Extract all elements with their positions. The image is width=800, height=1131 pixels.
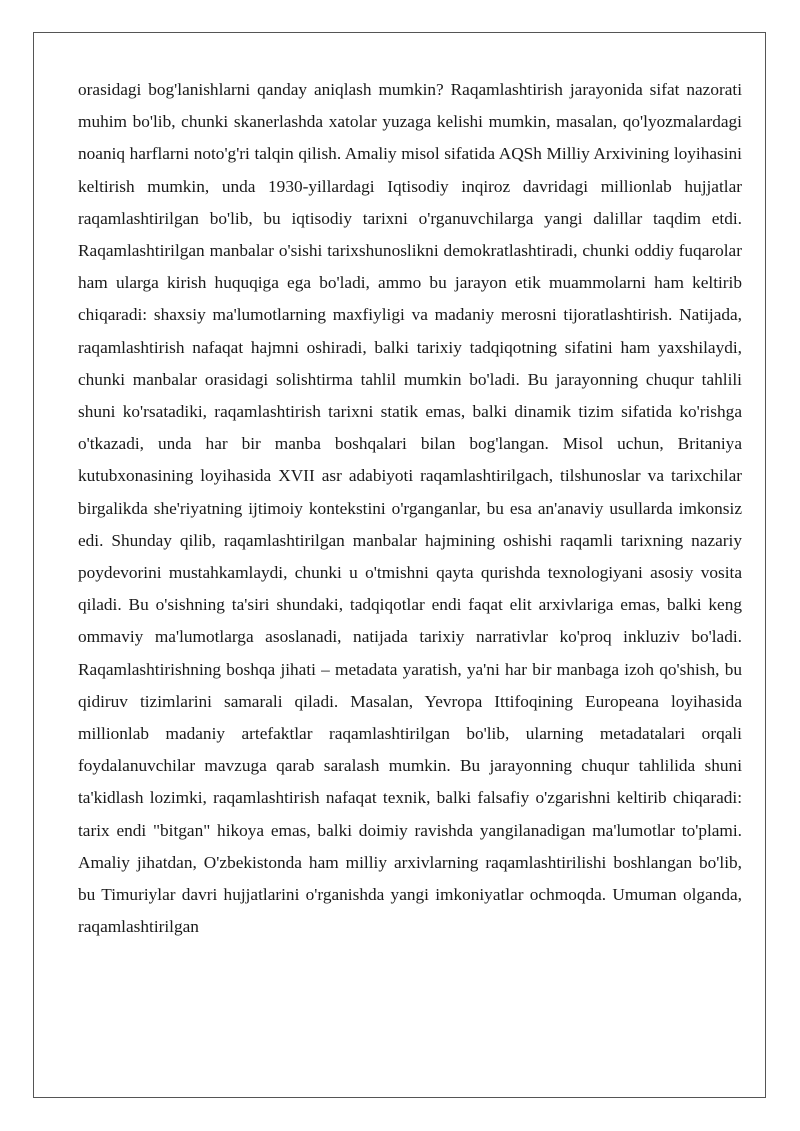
body-paragraph: orasidagi bog'lanishlarni qanday aniqlash mumkin? Raqamlashtirish jarayonida sifat nazorati muhim bo'lib, chunki skanerlashda xatolar yuzaga kelishi mumkin, masalan, qo'lyozmalardagi noaniq harflarni noto'g'ri talqin qilish. Amaliy misol sifatida AQSh Milliy Arxivining loyihasini keltirish mumkin, unda 1930-yillardagi Iqtisodiy inqiroz davridagi millionlab hujjatlar raqamlashtirilgan bo'lib, bu iqtisodiy tarixni o'rganuvchilarga yangi dalillar taqdim etdi. Raqamlashtirilgan manbalar o'sishi tarixshunoslikni demokratlashtiradi, chunki oddiy fuqarolar ham ularga kirish huquqiga ega bo'ladi, ammo bu jarayon etik muammolarni ham keltirib chiqaradi: shaxsiy ma'lumotlarning maxfiyligi va madaniy merosni tijoratlashtirish. Natijada, raqamlashtirish nafaqat hajmni oshiradi, balki tarixiy tadqiqotning sifatini ham yaxshilaydi, chunki manbalar orasidagi solishtirma tahlil mumkin bo'ladi. Bu jarayonning chuqur tahlili shuni ko'rsatadiki, raqamlashtirish tarixni statik emas, balki dinamik tizim sifatida ko'rishga o'tkazadi, unda har bir manba boshqalari bilan bog'langan. Misol uchun, Britaniya kutubxonasining loyihasida XVII asr adabiyoti raqamlashtirilgach, tilshunoslar va tarixchilar birgalikda she'riyatning ijtimoiy kontekstini o'rganganlar, bu esa an'anaviy usullarda imkonsiz edi. Shunday qilib, raqamlashtirilgan manbalar hajmining oshishi raqamli tarixning nazariy poydevorini mustahkamlaydi, chunki u o'tmishni qayta qurishda texnologiyani asosiy vosita qiladi. Bu o'sishning ta'siri shundaki, tadqiqotlar endi faqat elit arxivlariga emas, balki keng ommaviy ma'lumotlarga asoslanadi, natijada tarixiy narrativlar ko'proq inkluziv bo'ladi. Raqamlashtirishning boshqa jihati – metadata yaratish, ya'ni har bir manbaga izoh qo'shish, bu qidiruv tizimlarini samarali qiladi. Masalan, Yevropa Ittifoqining Europeana loyihasida millionlab madaniy artefaktlar raqamlashtirilgan bo'lib, ularning metadatalari orqali foydalanuvchilar mavzuga qarab saralash mumkin. Bu jarayonning chuqur tahlilida shuni ta'kidlash lozimki, raqamlashtirish nafaqat texnik, balki falsafiy o'zgarishni keltirib chiqaradi: tarix endi "bitgan" hikoya emas, balki doimiy ravishda yangilanadigan ma'lumotlar to'plami. Amaliy jihatdan, O'zbekistonda ham milliy arxivlarning raqamlashtirilishi boshlangan bo'lib, bu Timuriylar davri hujjatlarini o'rganishda yangi imkoniyatlar ochmoqda. Umuman olganda, raqamlashtirilgan xyxy=(78,80,742,937)
